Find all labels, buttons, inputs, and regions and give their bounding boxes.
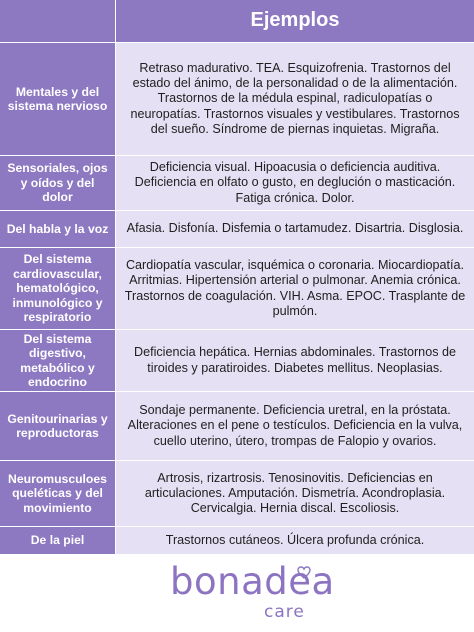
column-title: Ejemplos bbox=[116, 0, 474, 42]
table-row bbox=[0, 156, 474, 211]
examples-cell: Trastornos cutáneos. Úlcera profunda crónica. bbox=[116, 527, 474, 554]
examples-cell: Cardiopatía vascular, isquémica o coronaria. Miocardiopatía. Arritmias. Hipertensión arterial o pulmonar. Anemia crónica. Trastornos de coagulación. VIH. Asma. EPOC. Trasplante de pulmón. bbox=[116, 248, 474, 329]
logo-wordmark: bonadea bbox=[170, 560, 335, 603]
category-cell: Del sistema cardiovascular, hematológico, inmunológico y respiratorio bbox=[0, 248, 116, 329]
examples-cell: Artrosis, rizartrosis. Tenosinovitis. Deficiencias en articulaciones. Amputación. Dismetría. Acondroplasia. Cervicalgia. Hernia discal. Escoliosis. bbox=[116, 461, 474, 526]
table-header-row bbox=[0, 0, 474, 43]
examples-cell: Afasia. Disfonía. Disfemia o tartamudez. Disartria. Disglosia. bbox=[116, 211, 474, 247]
table-row bbox=[0, 330, 474, 392]
category-cell: De la piel bbox=[0, 527, 116, 554]
category-cell: Mentales y del sistema nervioso bbox=[0, 43, 116, 155]
table-row bbox=[0, 392, 474, 461]
table-row bbox=[0, 527, 474, 555]
examples-cell: Sondaje permanente. Deficiencia uretral, en la próstata. Alteraciones en el pene o testículos. Deficiencia en la vulva, cuello uterino, útero, trompas de Falopio y ovarios. bbox=[116, 392, 474, 460]
category-cell: Genitourinarias y reproductoras bbox=[0, 392, 116, 460]
heart-icon bbox=[297, 566, 311, 584]
category-cell: Del sistema digestivo, metabólico y endocrino bbox=[0, 330, 116, 391]
table-row bbox=[0, 43, 474, 156]
category-cell: Neuromusculoes queléticas y del movimiento bbox=[0, 461, 116, 526]
table-row bbox=[0, 461, 474, 527]
category-cell: Del habla y la voz bbox=[0, 211, 116, 247]
examples-cell: Deficiencia hepática. Hernias abdominales. Trastornos de tiroides y paratiroides. Diabetes mellitus. Neoplasias. bbox=[116, 330, 474, 391]
table-row bbox=[0, 248, 474, 330]
header-empty-cell bbox=[0, 0, 116, 42]
table-row bbox=[0, 211, 474, 248]
logo-subtitle: care bbox=[264, 602, 305, 622]
examples-cell: Deficiencia visual. Hipoacusia o deficiencia auditiva. Deficiencia en olfato o gusto, en deglución o masticación. Fatiga crónica. Dolor. bbox=[116, 156, 474, 210]
examples-cell: Retraso madurativo. TEA. Esquizofrenia. Trastornos del estado del ánimo, de la personalidad o de la alimentación. Trastornos de la médula espinal, radiculopatías o neuropatías. Trastornos visuales y vestibulares. Trastornos del sueño. Síndrome de piernas inquietas. Migraña. bbox=[116, 43, 474, 155]
category-cell: Sensoriales, ojos y oídos y del dolor bbox=[0, 156, 116, 210]
brand-logo bbox=[0, 558, 474, 632]
